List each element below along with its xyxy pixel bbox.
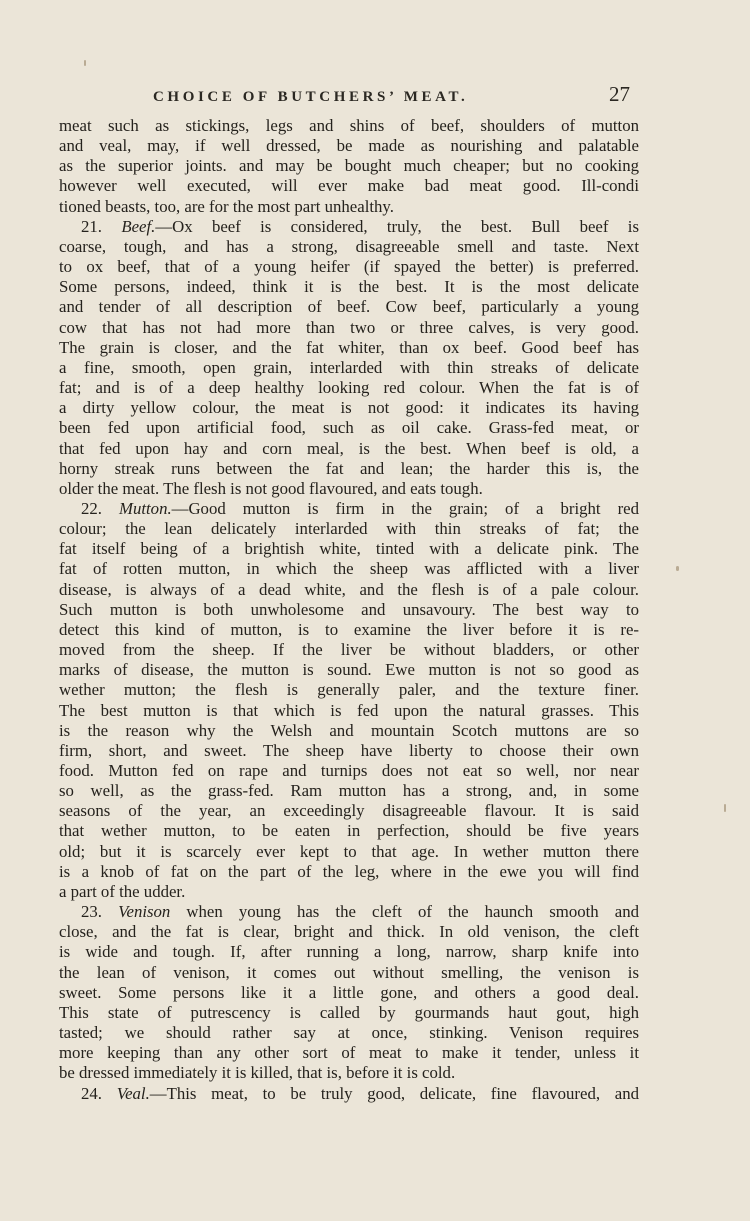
text-line: moved from the sheep. If the liver be without bladders, or other xyxy=(59,640,639,660)
text-line: a dirty yellow colour, the meat is not good: it indicates its having xyxy=(59,398,639,418)
text-line xyxy=(59,217,639,237)
text-line: and tender of all description of beef. Cow beef, particularly a young xyxy=(59,297,639,317)
text-line: sweet. Some persons like it a little gone, and others a good deal. xyxy=(59,982,639,1002)
text-line xyxy=(59,1084,639,1104)
section-number: 21. xyxy=(81,216,102,236)
text-line: a part of the udder. xyxy=(59,881,186,901)
section-number: 22. xyxy=(81,498,102,518)
text-fragment: —Good mutton is firm in the grain; of a bright red xyxy=(171,498,639,518)
page-number: 27 xyxy=(609,82,630,106)
section-title: Venison xyxy=(118,902,171,922)
paper-speck xyxy=(84,60,86,66)
section-title: Veal. xyxy=(116,1083,150,1103)
section-title: Beef. xyxy=(121,216,156,236)
text-line: however well executed, will ever make bad meat good. Ill-condi xyxy=(59,176,639,196)
text-line: Some persons, indeed, think it is the best. It is the most delicate xyxy=(59,277,639,297)
text-line: Such mutton is both unwholesome and unsavoury. The best way to xyxy=(59,599,639,619)
text-line: This state of putrescency is called by gourmands haut gout, high xyxy=(59,1002,639,1022)
text-line: be dressed immediately it is killed, that is, before it is cold. xyxy=(59,1063,456,1083)
text-line: close, and the fat is clear, bright and thick. In old venison, the cleft xyxy=(59,922,639,942)
section-title: Mutton. xyxy=(118,498,172,518)
text-line: marks of disease, the mutton is sound. Ewe mutton is not so good as xyxy=(59,660,639,680)
text-line: more keeping than any other sort of meat to make it tender, unless it xyxy=(59,1043,639,1063)
text-line: is a knob of fat on the part of the leg, where in the ewe you will find xyxy=(59,861,639,881)
section-number: 24. xyxy=(81,1083,102,1103)
text-line: that wether mutton, to be eaten in perfection, should be five years xyxy=(59,821,639,841)
text-line: seasons of the year, an exceedingly disagreeable flavour. It is said xyxy=(59,801,639,821)
text-line: as the superior joints. and may be bought much cheaper; but no cooking xyxy=(59,156,639,176)
page-header xyxy=(58,82,638,116)
text-fragment: —This meat, to be truly good, delicate, fine flavoured, and xyxy=(149,1083,639,1103)
text-fragment: when young has the cleft of the haunch smooth and xyxy=(170,902,639,922)
text-line xyxy=(59,499,639,519)
text-line: wether mutton; the flesh is generally paler, and the texture finer. xyxy=(59,680,639,700)
text-line: The grain is closer, and the fat whiter, than ox beef. Good beef has xyxy=(59,337,639,357)
text-line: tasted; we should rather say at once, stinking. Venison requires xyxy=(59,1023,639,1043)
paragraph-continuation xyxy=(59,116,639,217)
text-line: firm, short, and sweet. The sheep have liberty to choose their own xyxy=(59,740,639,760)
text-line: detect this kind of mutton, is to examine the liver before it is re- xyxy=(59,619,639,639)
paragraph-beef xyxy=(59,217,639,499)
text-line: to ox beef, that of a young heifer (if spayed the better) is preferred. xyxy=(59,257,639,277)
text-line: disease, is always of a dead white, and the flesh is of a pale colour. xyxy=(59,579,639,599)
text-line: fat of rotten mutton, in which the sheep was afflicted with a liver xyxy=(59,559,639,579)
text-line: cow that has not had more than two or three calves, is very good. xyxy=(59,317,639,337)
text-line: is the reason why the Welsh and mountain Scotch muttons are so xyxy=(59,720,639,740)
text-line: the lean of venison, it comes out without smelling, the venison is xyxy=(59,962,639,982)
text-line: food. Mutton fed on rape and turnips does not eat so well, nor near xyxy=(59,761,639,780)
text-line: meat such as stickings, legs and shins of beef, shoulders of mutton xyxy=(59,116,639,135)
text-line: horny streak runs between the fat and lean; the harder this is, the xyxy=(59,458,639,478)
running-head: CHOICE OF BUTCHERS’ MEAT. xyxy=(153,89,469,105)
paper-speck xyxy=(724,804,726,812)
text-line: and veal, may, if well dressed, be made as nourishing and palatable xyxy=(59,136,639,156)
paragraph-venison xyxy=(59,902,639,1083)
paragraph-mutton xyxy=(59,499,639,902)
text-line: so well, as the grass-fed. Ram mutton has a strong, and, in some xyxy=(59,781,639,801)
text-line: fat; and is of a deep healthy looking red colour. When the fat is of xyxy=(59,378,639,398)
text-line: been fed upon artificial food, such as oil cake. Grass-fed meat, or xyxy=(59,418,639,438)
text-line: a fine, smooth, open grain, interlarded with thin streaks of delicate xyxy=(59,357,639,377)
text-line: coarse, tough, and has a strong, disagreeable smell and taste. Next xyxy=(59,236,639,256)
paper-speck xyxy=(676,566,679,571)
body-text xyxy=(59,116,639,1104)
text-line: old; but it is scarcely ever kept to that age. In wether mutton there xyxy=(59,841,639,861)
section-number: 23. xyxy=(81,902,102,922)
text-line: The best mutton is that which is fed upon the natural grasses. This xyxy=(59,700,639,720)
text-fragment: —Ox beef is considered, truly, the best. Bull beef is xyxy=(155,216,639,236)
text-line: is wide and tough. If, after running a long, narrow, sharp knife into xyxy=(59,942,639,962)
paragraph-veal xyxy=(59,1084,639,1104)
text-line: colour; the lean delicately interlarded with thin streaks of fat; the xyxy=(59,519,639,539)
text-line: tioned beasts, too, are for the most part unhealthy. xyxy=(59,196,394,216)
text-line: that fed upon hay and corn meal, is the best. When beef is old, a xyxy=(59,438,639,458)
text-line: older the meat. The flesh is not good flavoured, and eats tough. xyxy=(59,478,483,498)
text-line xyxy=(59,902,639,922)
text-line: fat itself being of a brightish white, tinted with a delicate pink. The xyxy=(59,539,639,559)
